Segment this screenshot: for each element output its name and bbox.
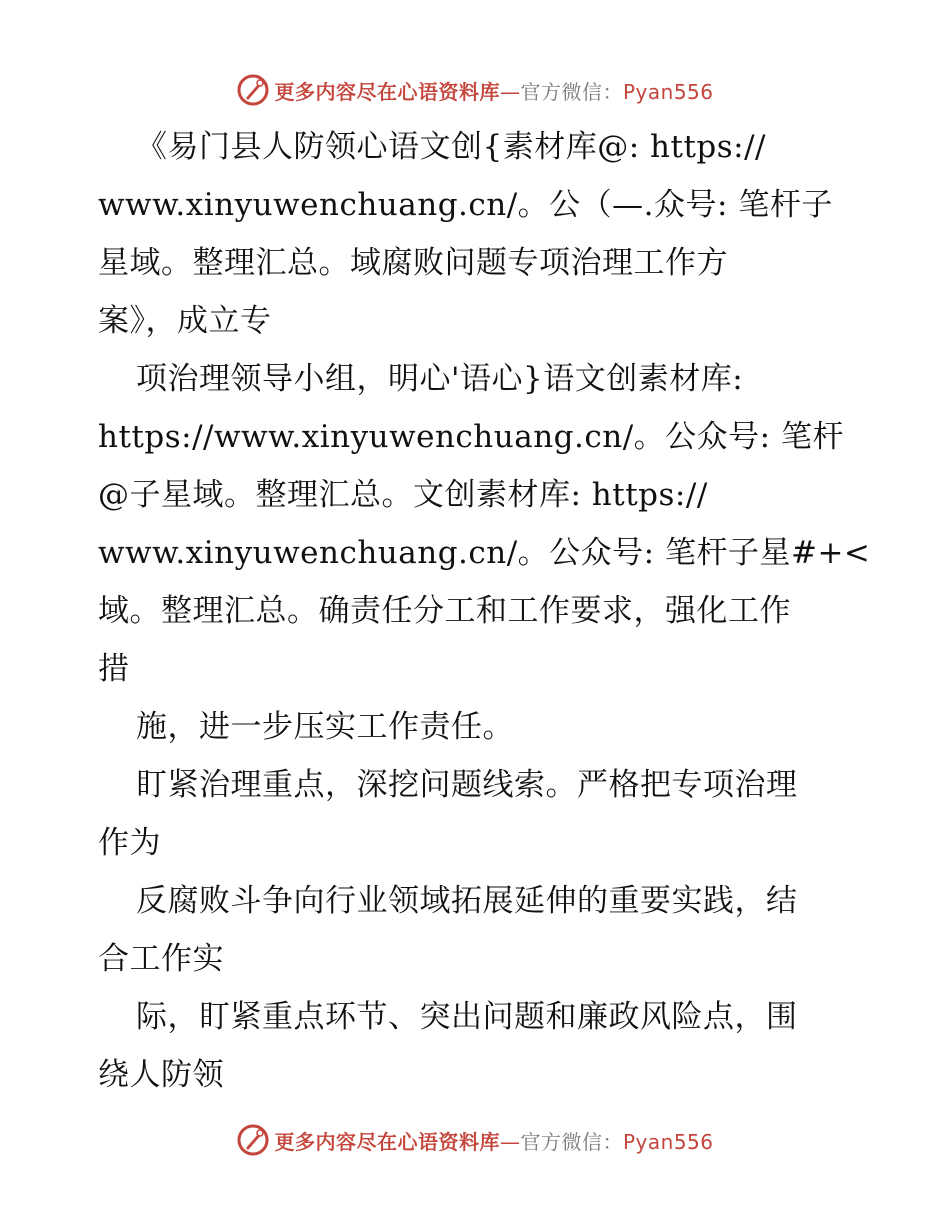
text-line: www.xinyuwenchuang.cn/。公（—.众号: 笔杆子 xyxy=(98,187,833,223)
banner-dash: — xyxy=(499,79,521,104)
banner-label: 官方微信： xyxy=(520,79,623,104)
text-line: 星域。整理汇总。域腐败问题专项治理工作方 xyxy=(98,245,728,281)
text-line: 项治理领导小组，明心'语心}语文创素材库: xyxy=(136,361,744,397)
banner-main-text: 更多内容尽在心语资料库 xyxy=(274,79,500,104)
footer-banner xyxy=(0,1120,950,1160)
banner-label: 官方微信： xyxy=(520,1129,623,1154)
text-line: 际，盯紧重点环节、突出问题和廉政风险点，围 xyxy=(136,999,798,1035)
text-line: 作为 xyxy=(98,825,161,861)
text-line: 合工作实 xyxy=(98,941,224,977)
quill-pen-logo-icon xyxy=(236,73,270,107)
text-line: 措 xyxy=(98,651,130,687)
text-line: 盯紧治理重点，深挖问题线索。严格把专项治理 xyxy=(136,767,798,803)
text-line: https://www.xinyuwenchuang.cn/。公众号: 笔杆 xyxy=(98,419,844,455)
text-line: 案》，成立专 xyxy=(98,303,272,339)
banner-dash: — xyxy=(499,1129,521,1154)
banner-wechat-id: Pyan556 xyxy=(622,79,714,104)
document-body xyxy=(98,118,871,1104)
text-line: 《易门县人防领心语文创{素材库@: https:// xyxy=(136,129,766,165)
banner-main-text: 更多内容尽在心语资料库 xyxy=(274,1129,500,1154)
text-line: www.xinyuwenchuang.cn/。公众号: 笔杆子星#+< xyxy=(98,535,871,571)
banner-text xyxy=(274,76,713,105)
text-line: 域。整理汇总。确责任分工和工作要求，强化工作 xyxy=(98,593,791,629)
banner-text xyxy=(274,1126,713,1155)
text-line: 反腐败斗争向行业领域拓展延伸的重要实践，结 xyxy=(136,883,798,919)
text-line: 绕人防领 xyxy=(98,1057,224,1093)
header-banner xyxy=(0,70,950,110)
text-line: 施，进一步压实工作责任。 xyxy=(136,709,514,745)
text-line: @子星域。整理汇总。文创素材库: https:// xyxy=(98,477,708,513)
quill-pen-logo-icon xyxy=(236,1123,270,1157)
banner-wechat-id: Pyan556 xyxy=(622,1129,714,1154)
